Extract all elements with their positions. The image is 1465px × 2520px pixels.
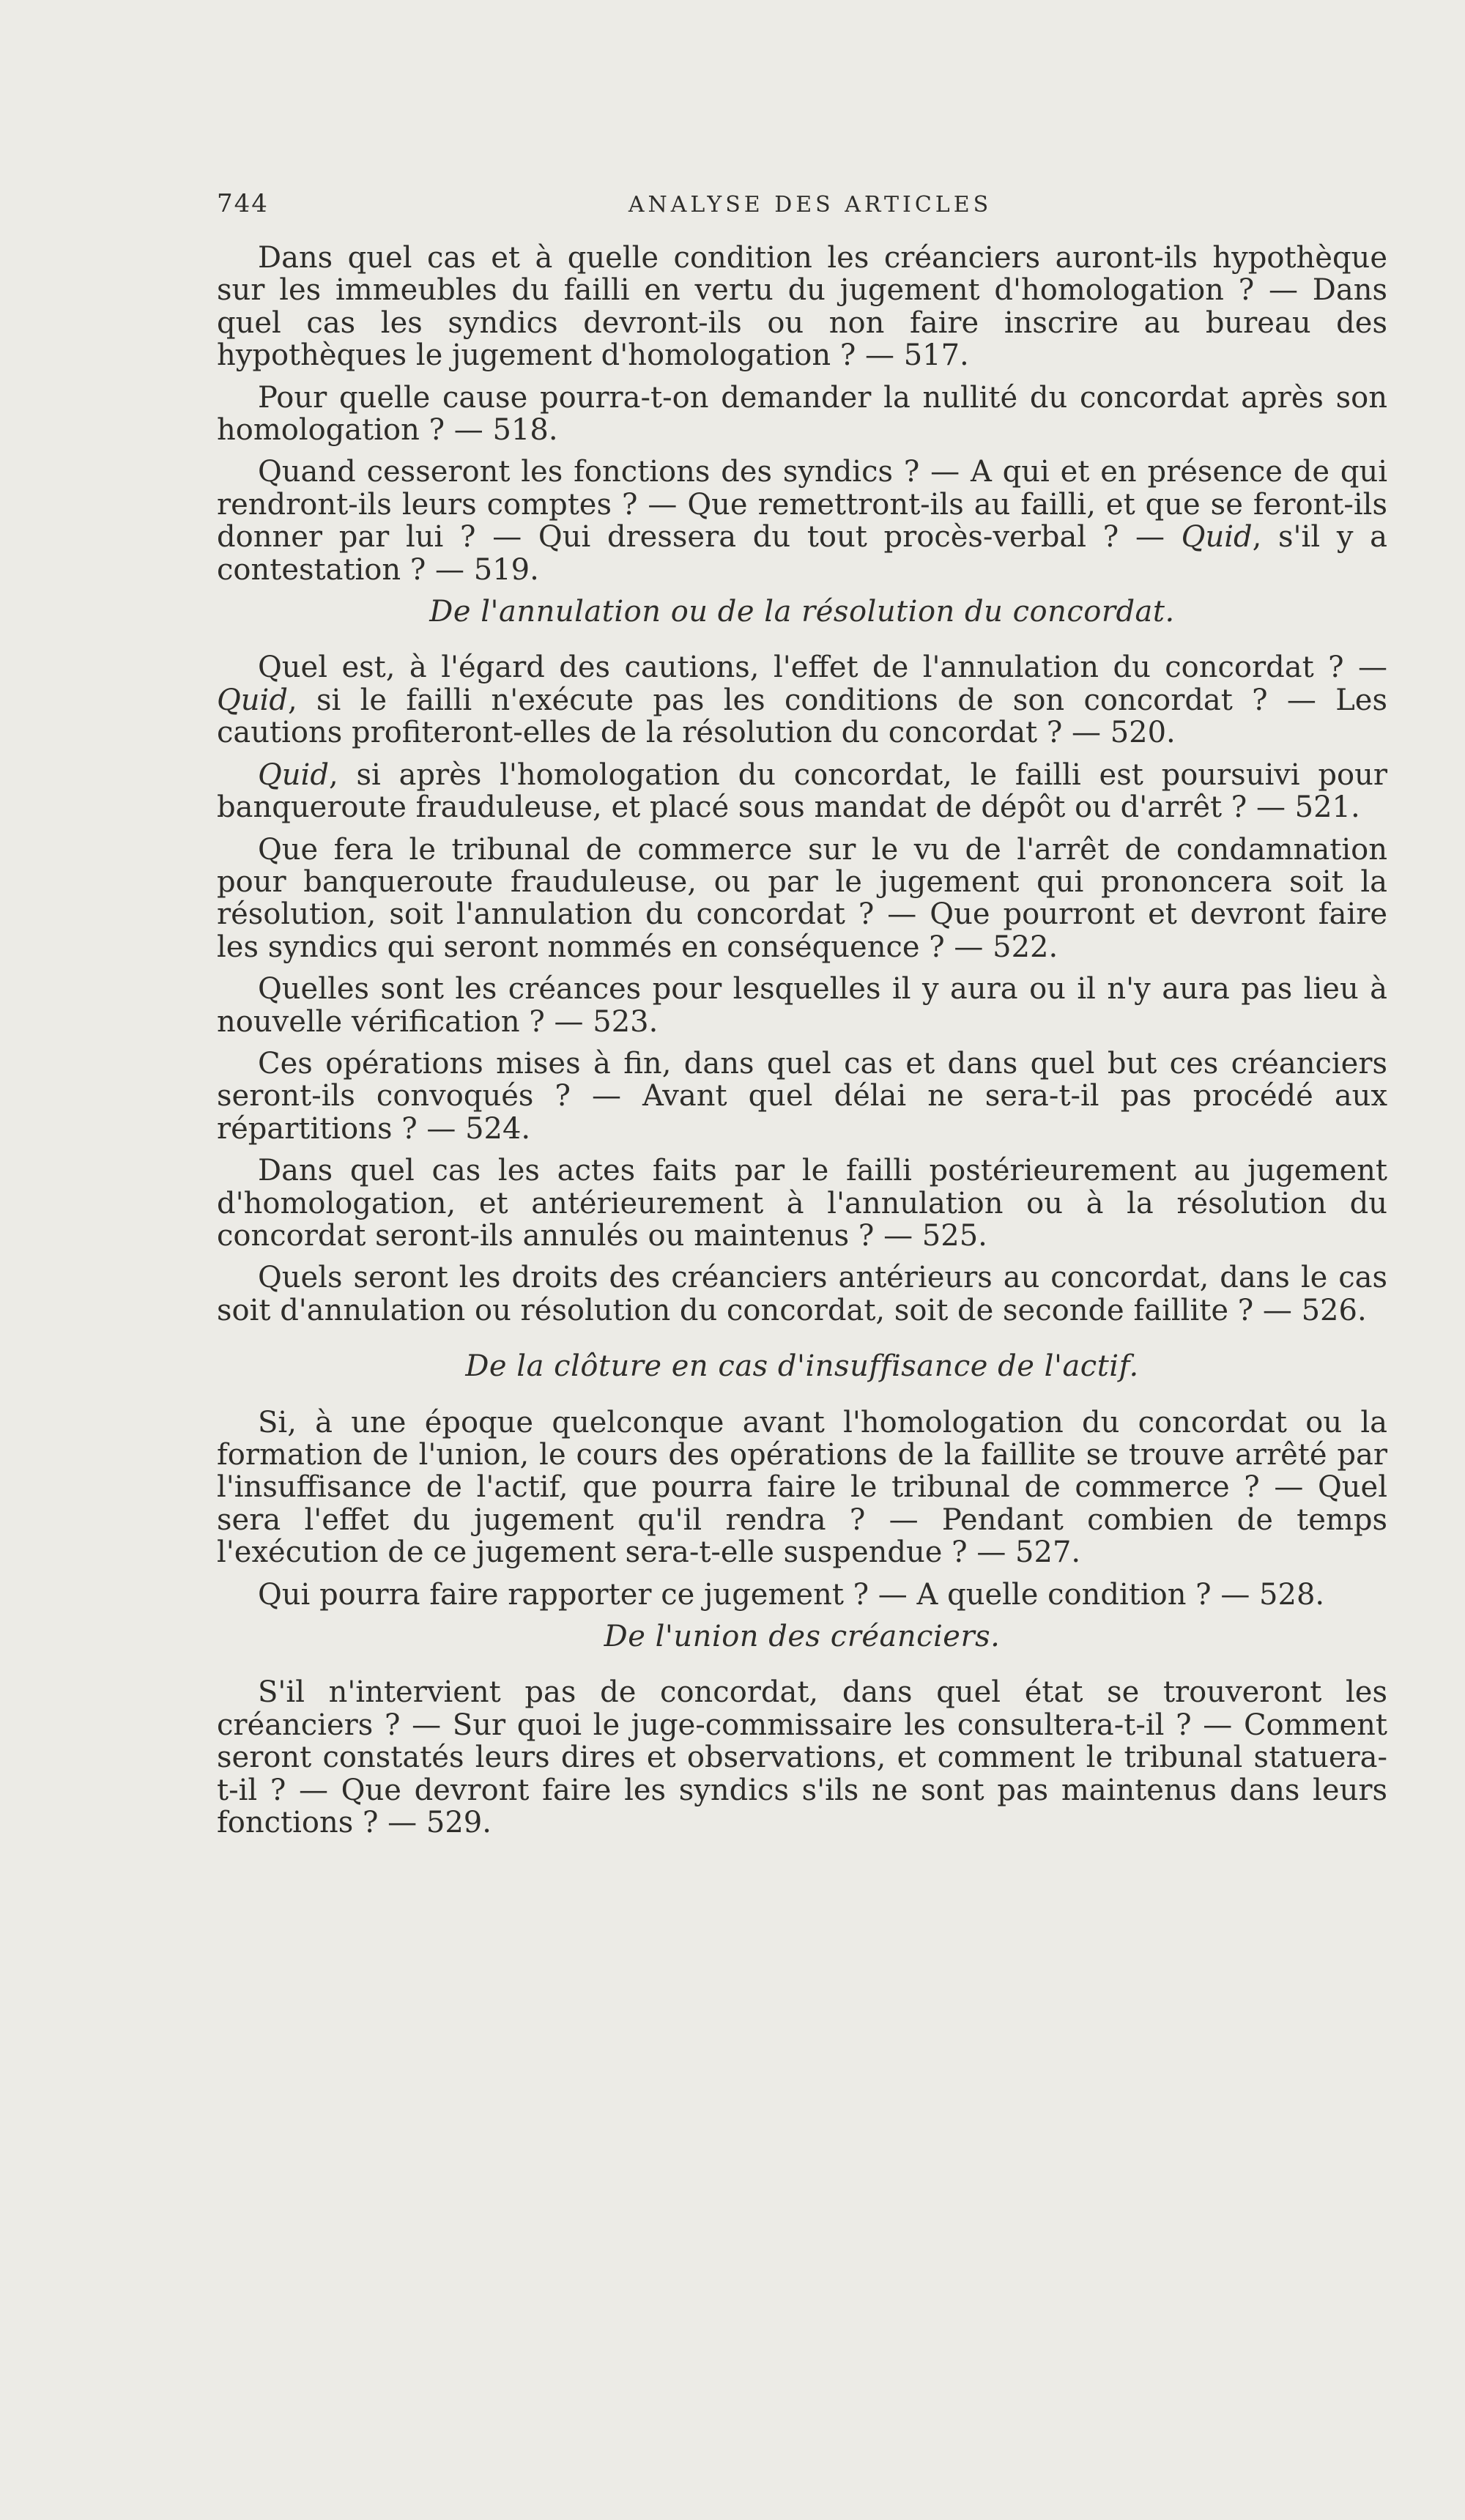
paragraph: Quel est, à l'égard des cautions, l'effet de l'annulation du concordat ? — Quid, si le failli n'exécute pas les conditions de son concordat ? — Les cautions profiteront-elles de la résolution du concordat ? — 520. — [217, 651, 1387, 750]
running-title: ANALYSE DES ARTICLES — [628, 192, 993, 218]
paragraph: Dans quel cas les actes faits par le failli postérieurement au jugement d'homologation, et antérieurement à l'annulation ou à la résolution du concordat seront-ils annulés ou maintenus ? — 525. — [217, 1154, 1387, 1253]
paragraph: Pour quelle cause pourra-t-on demander la nullité du concordat après son homologation ? — 518. — [217, 380, 1387, 448]
paragraph: Quid, si après l'homologation du concordat, le failli est poursuivi pour banqueroute frauduleuse, et placé sous mandat de dépôt ou d'arrêt ? — 521. — [217, 757, 1387, 825]
paragraph: S'il n'intervient pas de concordat, dans quel état se trouveront les créanciers ? — Sur quoi le juge-commissaire les consultera-t-il ? — Comment seront constatés leurs dires et observations, et comment le tribunal statuera-t-il ? — Que devront faire les syndics s'ils ne sont pas maintenus dans leurs fonctions ? — 529. — [217, 1675, 1387, 1840]
paragraph: Ces opérations mises à fin, dans quel cas et dans quel but ces créanciers seront-ils convoqués ? — Avant quel délai ne sera-t-il pas procédé aux répartitions ? — 524. — [217, 1046, 1387, 1146]
paragraph: Que fera le tribunal de commerce sur le vu de l'arrêt de condamnation pour banqueroute frauduleuse, ou par le jugement qui prononcera soit la résolution, soit l'annulation du concordat ? — Que pourront et devront faire les syndics qui seront nommés en conséquence ? — 522. — [217, 832, 1387, 964]
page-number: 744 — [217, 189, 269, 218]
paragraph: Quand cesseront les fonctions des syndics ? — A qui et en présence de qui rendront-ils leurs comptes ? — Que remettront-ils au failli, et que se feront-ils donner par lui ? — Qui dressera du tout procès-verbal ? — Quid, s'il y a contestation ? — 519. — [217, 455, 1387, 587]
section-heading: De l'annulation ou de la résolution du concordat. — [429, 595, 1175, 629]
paragraph: Dans quel cas et à quelle condition les créanciers auront-ils hypothèque sur les immeubles du failli en vertu du jugement d'homologation ? — Dans quel cas les syndics devront-ils ou non faire inscrire au bureau des hypothèques le jugement d'homologation ? — 517. — [217, 241, 1387, 373]
page-header — [217, 189, 1389, 226]
section-heading: De la clôture en cas d'insuffisance de l'actif. — [465, 1349, 1139, 1384]
section-heading: De l'union des créanciers. — [604, 1620, 1001, 1654]
body-text — [217, 242, 1387, 1848]
paragraph: Qui pourra faire rapporter ce jugement ? — A quelle condition ? — 528. — [258, 1577, 1325, 1612]
paragraph: Quels seront les droits des créanciers antérieurs au concordat, dans le cas soit d'annulation ou résolution du concordat, soit de seconde faillite ? — 526. — [217, 1261, 1387, 1327]
paragraph: Si, à une époque quelconque avant l'homologation du concordat ou la formation de l'union, le cours des opérations de la faillite se trouve arrêté par l'insuffisance de l'actif, que pourra faire le tribunal de commerce ? — Quel sera l'effet du jugement qu'il rendra ? — Pendant combien de temps l'exécution de ce jugement sera-t-elle suspendue ? — 527. — [217, 1405, 1387, 1570]
paragraph: Quelles sont les créances pour lesquelles il y aura ou il n'y aura pas lieu à nouvelle vérification ? — 523. — [217, 972, 1387, 1039]
